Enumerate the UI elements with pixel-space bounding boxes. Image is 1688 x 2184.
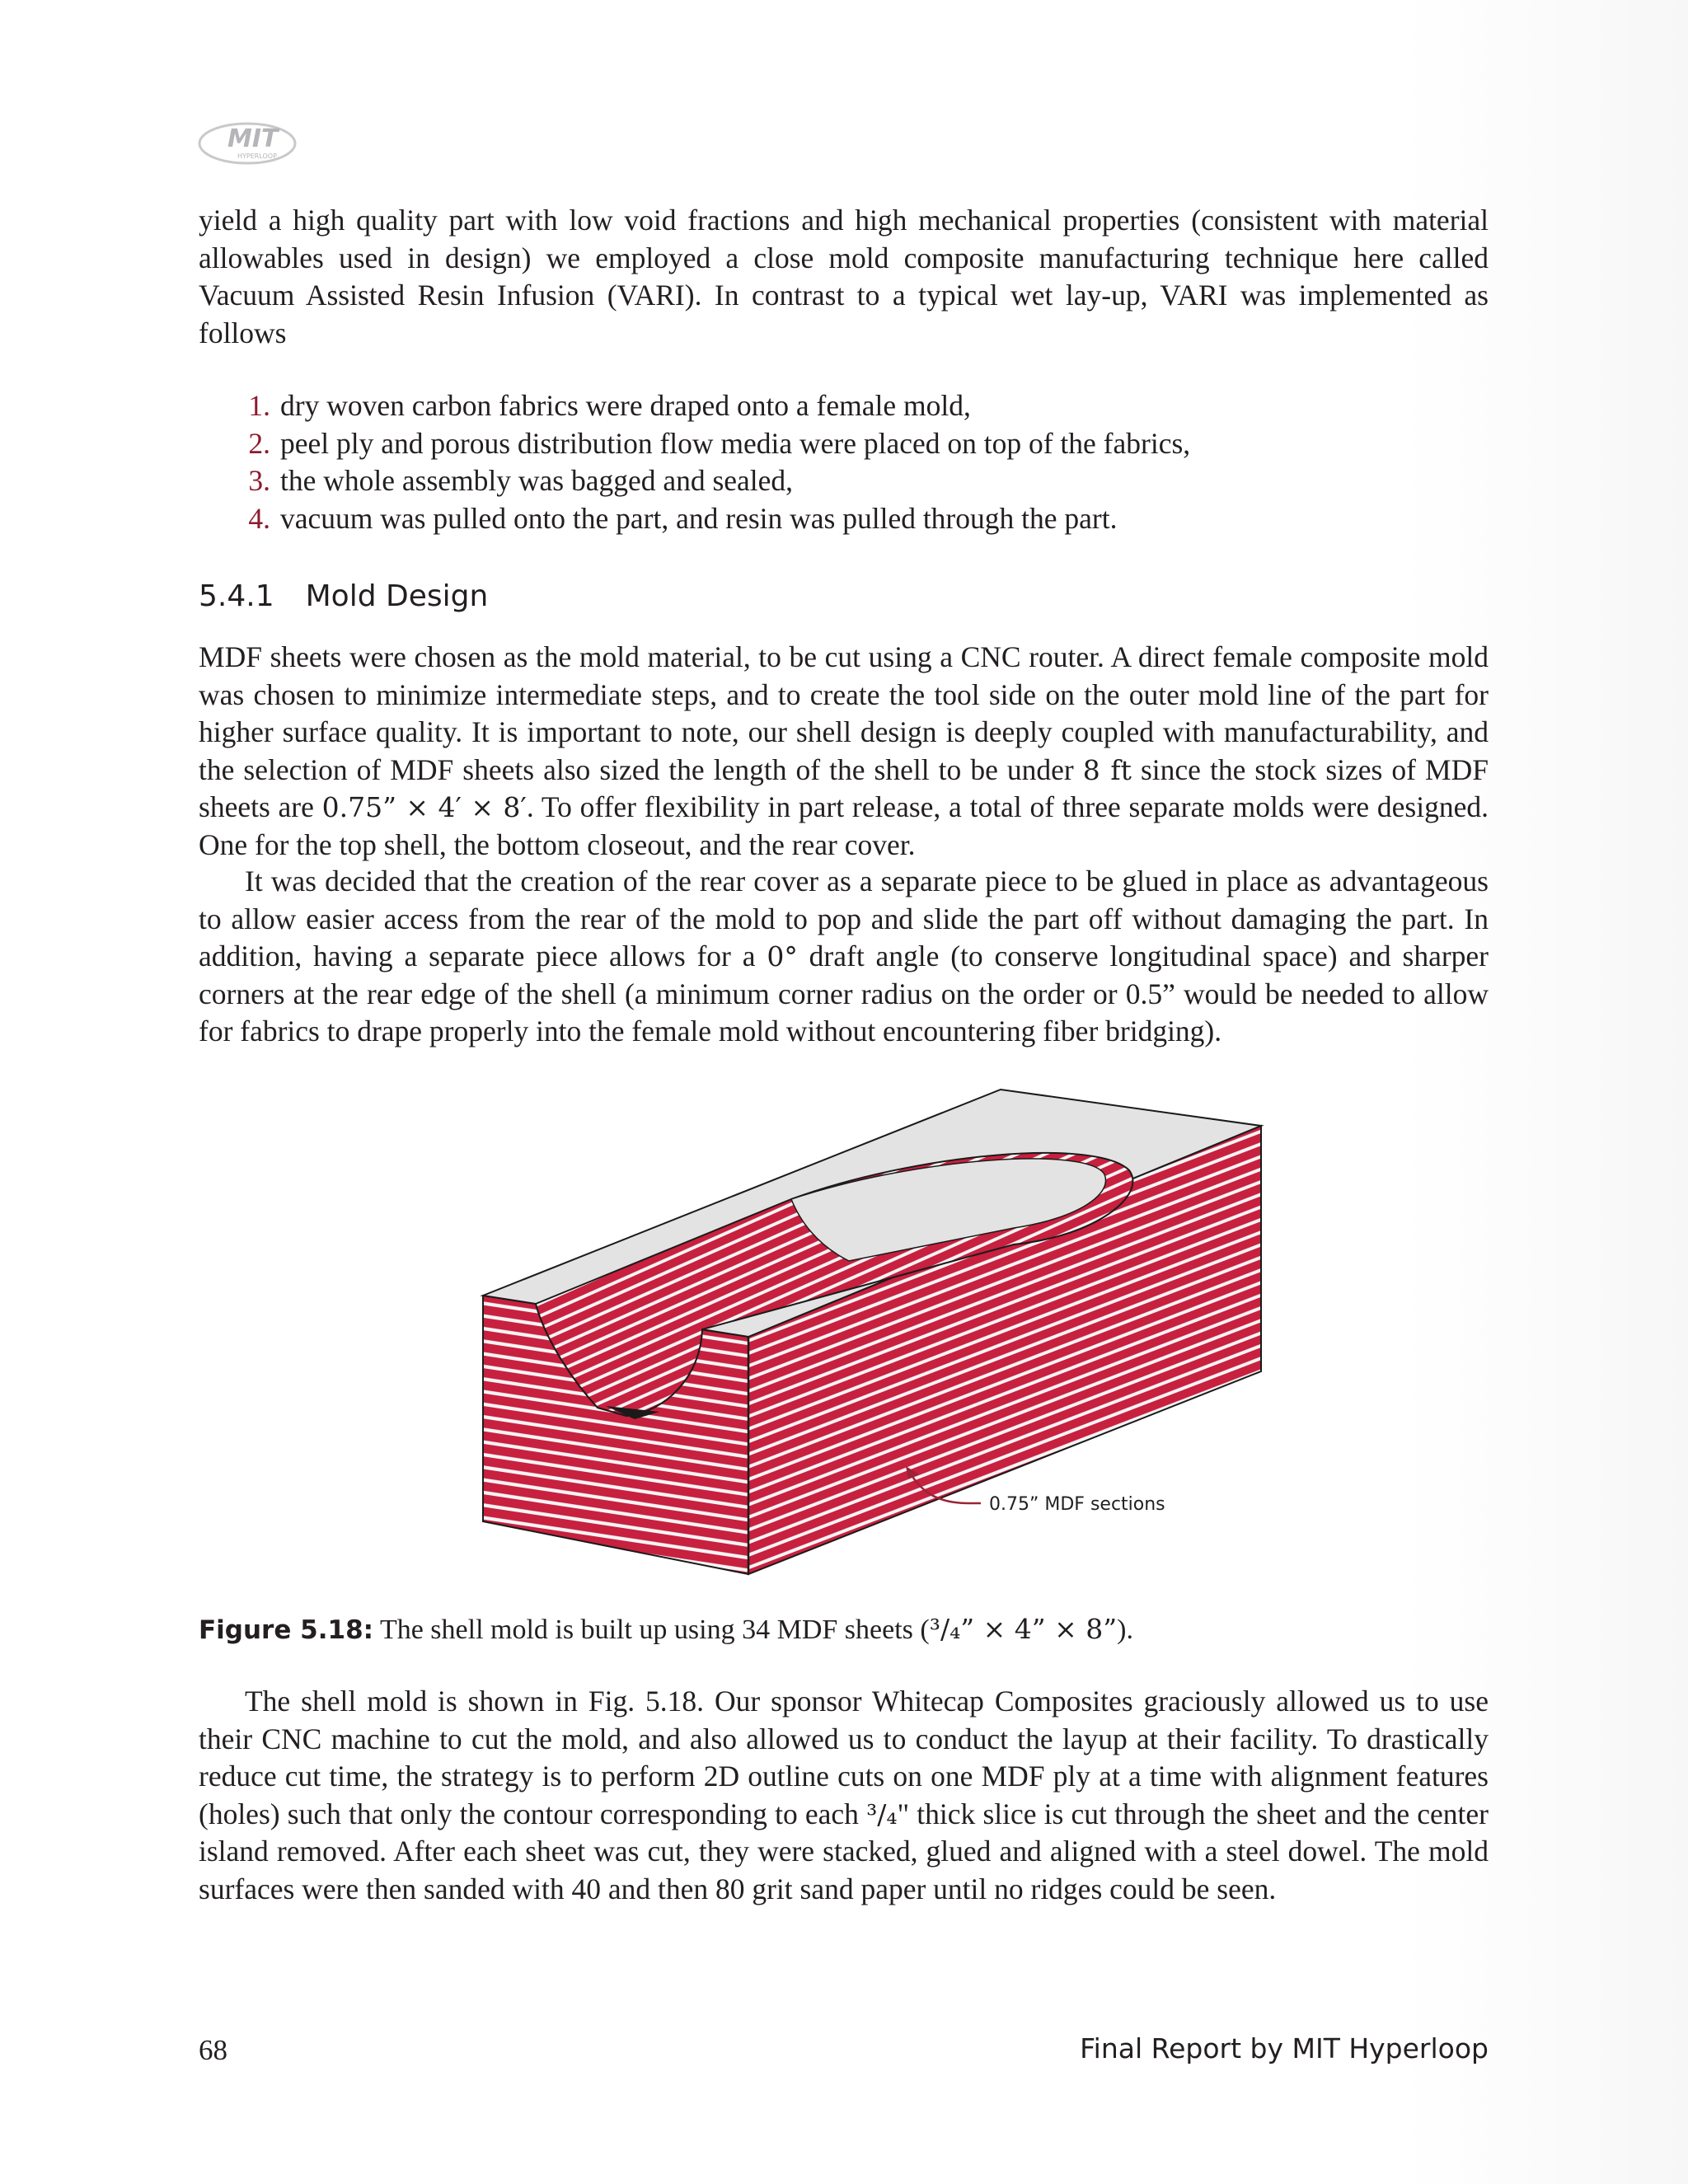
list-item: 2. peel ply and porous distribution flow media were placed on top of the fabrics, xyxy=(248,426,1191,460)
page-number: 68 xyxy=(199,2034,227,2066)
figure-caption: Figure 5.18: The shell mold is built up using 34 MDF sheets (³/₄” × 4” × 8”). xyxy=(199,1613,1133,1645)
section-number: 5.4.1 xyxy=(199,579,274,613)
running-footer-title: Final Report by MIT Hyperloop xyxy=(1080,2032,1489,2064)
annotation-label: 0.75” MDF sections xyxy=(989,1494,1165,1515)
caption-label: Figure 5.18: xyxy=(199,1615,374,1645)
mold-paragraph-1: MDF sheets were chosen as the mold material, to be cut using a CNC router. A direct female composite mold was chosen to minimize intermediate steps, and to create the tool side on the outer mold line of the part for higher surface quality. It is important to note, our shell design is deeply coupled with manufacturability, and the selection of MDF sheets also sized the length of the shell to be under 8 ft since the stock sizes of MDF sheets are 0.75” × 4′ × 8′. To offer flexibility in part release, a total of three separate molds were designed. One for the top shell, the bottom closeout, and the rear cover. xyxy=(199,640,1489,861)
shell-mold-figure xyxy=(272,1071,1311,1599)
intro-paragraph: yield a high quality part with low void fractions and high mechanical properties (consistent with material allowables used in design) we employed a close mold composite manufacturing technique here called Vacuum Assisted Resin Infusion (VARI). In contrast to a typical wet lay-up, VARI was implemented as follows xyxy=(199,204,1489,349)
list-item: 3. the whole assembly was bagged and sealed, xyxy=(248,464,794,497)
mit-hyperloop-logo xyxy=(196,117,302,168)
list-item: 4. vacuum was pulled onto the part, and resin was pulled through the part. xyxy=(248,501,1118,535)
mold-paragraph-2: It was decided that the creation of the rear cover as a separate piece to be glued in place as advantageous to allow easier access from the rear of the mold to pop and slide the part off without damaging the part. In addition, having a separate piece allows for a 0° draft angle (to conserve longitudinal space) and sharper corners at the rear edge of the shell (a minimum corner radius on the order or 0.5” would be needed to allow for fabrics to drape properly into the female mold without encountering fiber bridging). xyxy=(199,865,1489,1047)
vari-steps-list xyxy=(199,387,1489,537)
logo-subtext: HYPERLOOP xyxy=(237,152,277,160)
list-item: 1. dry woven carbon fabrics were draped onto a female mold, xyxy=(248,389,971,422)
section-heading xyxy=(199,579,488,613)
mold-paragraph-3: The shell mold is shown in Fig. 5.18. Our sponsor Whitecap Composites graciously allowed us to use their CNC machine to cut the mold, and also allowed us to conduct the layup at their facility. To drastically reduce cut time, the strategy is to perform 2D outline cuts on one MDF ply at a time with alignment features (holes) such that only the contour corresponding to each ³/₄" thick slice is cut through the sheet and the center island removed. After each sheet was cut, they were stacked, glued and aligned with a steel dowel. The mold surfaces were then sanded with 40 and then 80 grit sand paper until no ridges could be seen. xyxy=(199,1685,1489,1905)
logo-text: MIT xyxy=(227,124,279,153)
section-title: Mold Design xyxy=(305,579,489,613)
